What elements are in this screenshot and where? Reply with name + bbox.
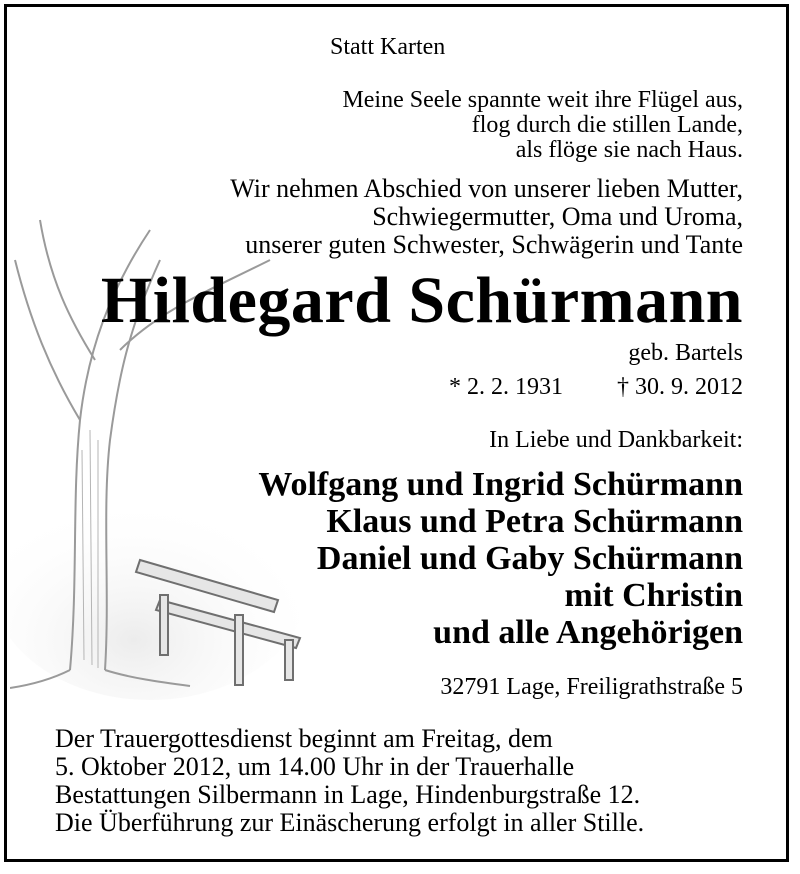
poem-line-3: als flöge sie nach Haus.: [515, 137, 743, 163]
intro-line-3: unserer guten Schwester, Schwägerin und Tante: [245, 230, 743, 259]
service-line-4: Die Überführung zur Einäscherung erfolgt in aller Stille.: [55, 808, 645, 837]
mourner-line-2: Klaus und Petra Schürmann: [326, 503, 743, 540]
address: 32791 Lage, Freiligrathstraße 5: [440, 674, 743, 700]
service-info: [55, 725, 644, 837]
service-line-2: 5. Oktober 2012, um 14.00 Uhr in der Trauerhalle: [55, 752, 575, 781]
maiden-name: geb. Bartels: [628, 340, 743, 366]
life-dates: [449, 374, 743, 401]
service-line-1: Der Trauergottesdienst beginnt am Freitag, dem: [55, 724, 553, 753]
deceased-name: Hildegard Schürmann: [100, 264, 743, 337]
service-line-3: Bestattungen Silbermann in Lage, Hindenburgstraße 12.: [55, 780, 641, 809]
birth-date: * 2. 2. 1931: [449, 374, 563, 400]
mourner-line-5: und alle Angehörigen: [433, 614, 743, 651]
mourner-line-3: Daniel und Gaby Schürmann: [316, 540, 743, 577]
statt-karten: Statt Karten: [330, 34, 446, 60]
mourners-intro: In Liebe und Dankbarkeit:: [489, 427, 743, 453]
poem-line-2: flog durch die stillen Lande,: [471, 112, 743, 138]
death-date: † 30. 9. 2012: [617, 374, 743, 400]
poem-line-1: Meine Seele spannte weit ihre Flügel aus,: [342, 87, 743, 113]
intro-line-2: Schwiegermutter, Oma und Uroma,: [372, 202, 743, 231]
mourner-line-4: mit Christin: [564, 577, 743, 614]
mourner-line-1: Wolfgang und Ingrid Schürmann: [258, 466, 743, 503]
intro-line-1: Wir nehmen Abschied von unserer lieben Mutter,: [230, 174, 743, 203]
